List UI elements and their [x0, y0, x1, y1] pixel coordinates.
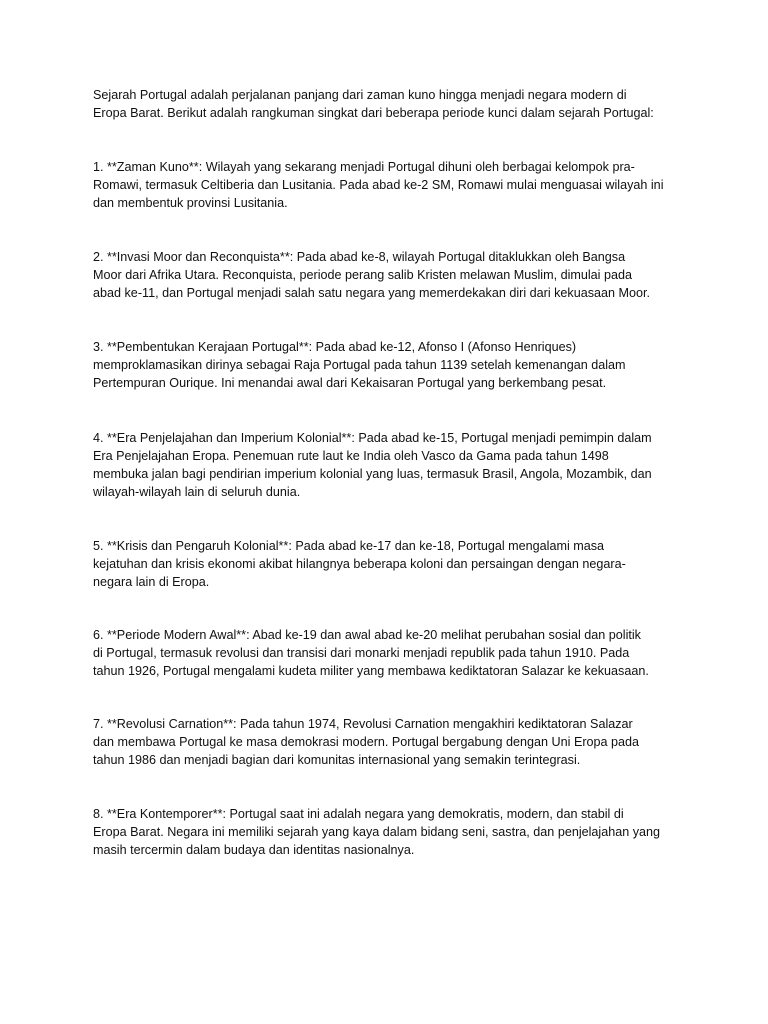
section-era-penjelajahan: 4. **Era Penjelajahan dan Imperium Kolonial**: Pada abad ke-15, Portugal menjadi pemimpin dalam Era Penjelajahan Eropa. Penemuan rute laut ke India oleh Vasco da Gama pada tahun 1498 membuka jalan bagi pendirian imperium kolonial yang luas, termasuk Brasil, Angola, Mozambik, dan wilayah-wilayah lain di seluruh dunia. [93, 431, 652, 499]
section-zaman-kuno: 1. **Zaman Kuno**: Wilayah yang sekarang menjadi Portugal dihuni oleh berbagai kelompok pra- Romawi, termasuk Celtiberia dan Lusitania. Pada abad ke-2 SM, Romawi mulai menguasai wilayah ini dan membentuk provinsi Lusitania. [93, 160, 664, 210]
section-revolusi-carnation: 7. **Revolusi Carnation**: Pada tahun 1974, Revolusi Carnation mengakhiri kediktatoran Salazar dan membawa Portugal ke masa demokrasi modern. Portugal bergabung dengan Uni Eropa pada tahun 1986 dan menjadi bagian dari komunitas internasional yang semakin terintegrasi. [93, 717, 640, 767]
section-periode-modern-awal: 6. **Periode Modern Awal**: Abad ke-19 dan awal abad ke-20 melihat perubahan sosial dan politik di Portugal, termasuk revolusi dan transisi dari monarki menjadi republik pada tahun 1910. Pada tahun 1926, Portugal mengalami kudeta militer yang membawa kediktatoran Salazar ke kekuasaan. [93, 628, 649, 678]
section-pembentukan-kerajaan: 3. **Pembentukan Kerajaan Portugal**: Pada abad ke-12, Afonso I (Afonso Henriques) memproklamasikan dirinya sebagai Raja Portugal pada tahun 1139 setelah kemenangan dalam Pertempuran Ourique. Ini menandai awal dari Kekaisaran Portugal yang berkembang pesat. [93, 340, 626, 390]
intro-paragraph: Sejarah Portugal adalah perjalanan panjang dari zaman kuno hingga menjadi negara modern di Eropa Barat. Berikut adalah rangkuman singkat dari beberapa periode kunci dalam sejarah Portugal: [93, 88, 654, 120]
section-invasi-moor: 2. **Invasi Moor dan Reconquista**: Pada abad ke-8, wilayah Portugal ditaklukkan oleh Bangsa Moor dari Afrika Utara. Reconquista, periode perang salib Kristen melawan Muslim, dimulai pada abad ke-11, dan Portugal menjadi salah satu negara yang memerdekakan diri dari kekuasaan Moor. [93, 250, 651, 300]
section-krisis-kolonial: 5. **Krisis dan Pengaruh Kolonial**: Pada abad ke-17 dan ke-18, Portugal mengalami masa kejatuhan dan krisis ekonomi akibat hilangnya beberapa koloni dan persaingan dengan negara- negara lain di Eropa. [93, 539, 626, 589]
section-era-kontemporer: 8. **Era Kontemporer**: Portugal saat ini adalah negara yang demokratis, modern, dan stabil di Eropa Barat. Negara ini memiliki sejarah yang kaya dalam bidang seni, sastra, dan penjelajahan yang masih tercermin dalam budaya dan identitas nasionalnya. [93, 807, 661, 857]
